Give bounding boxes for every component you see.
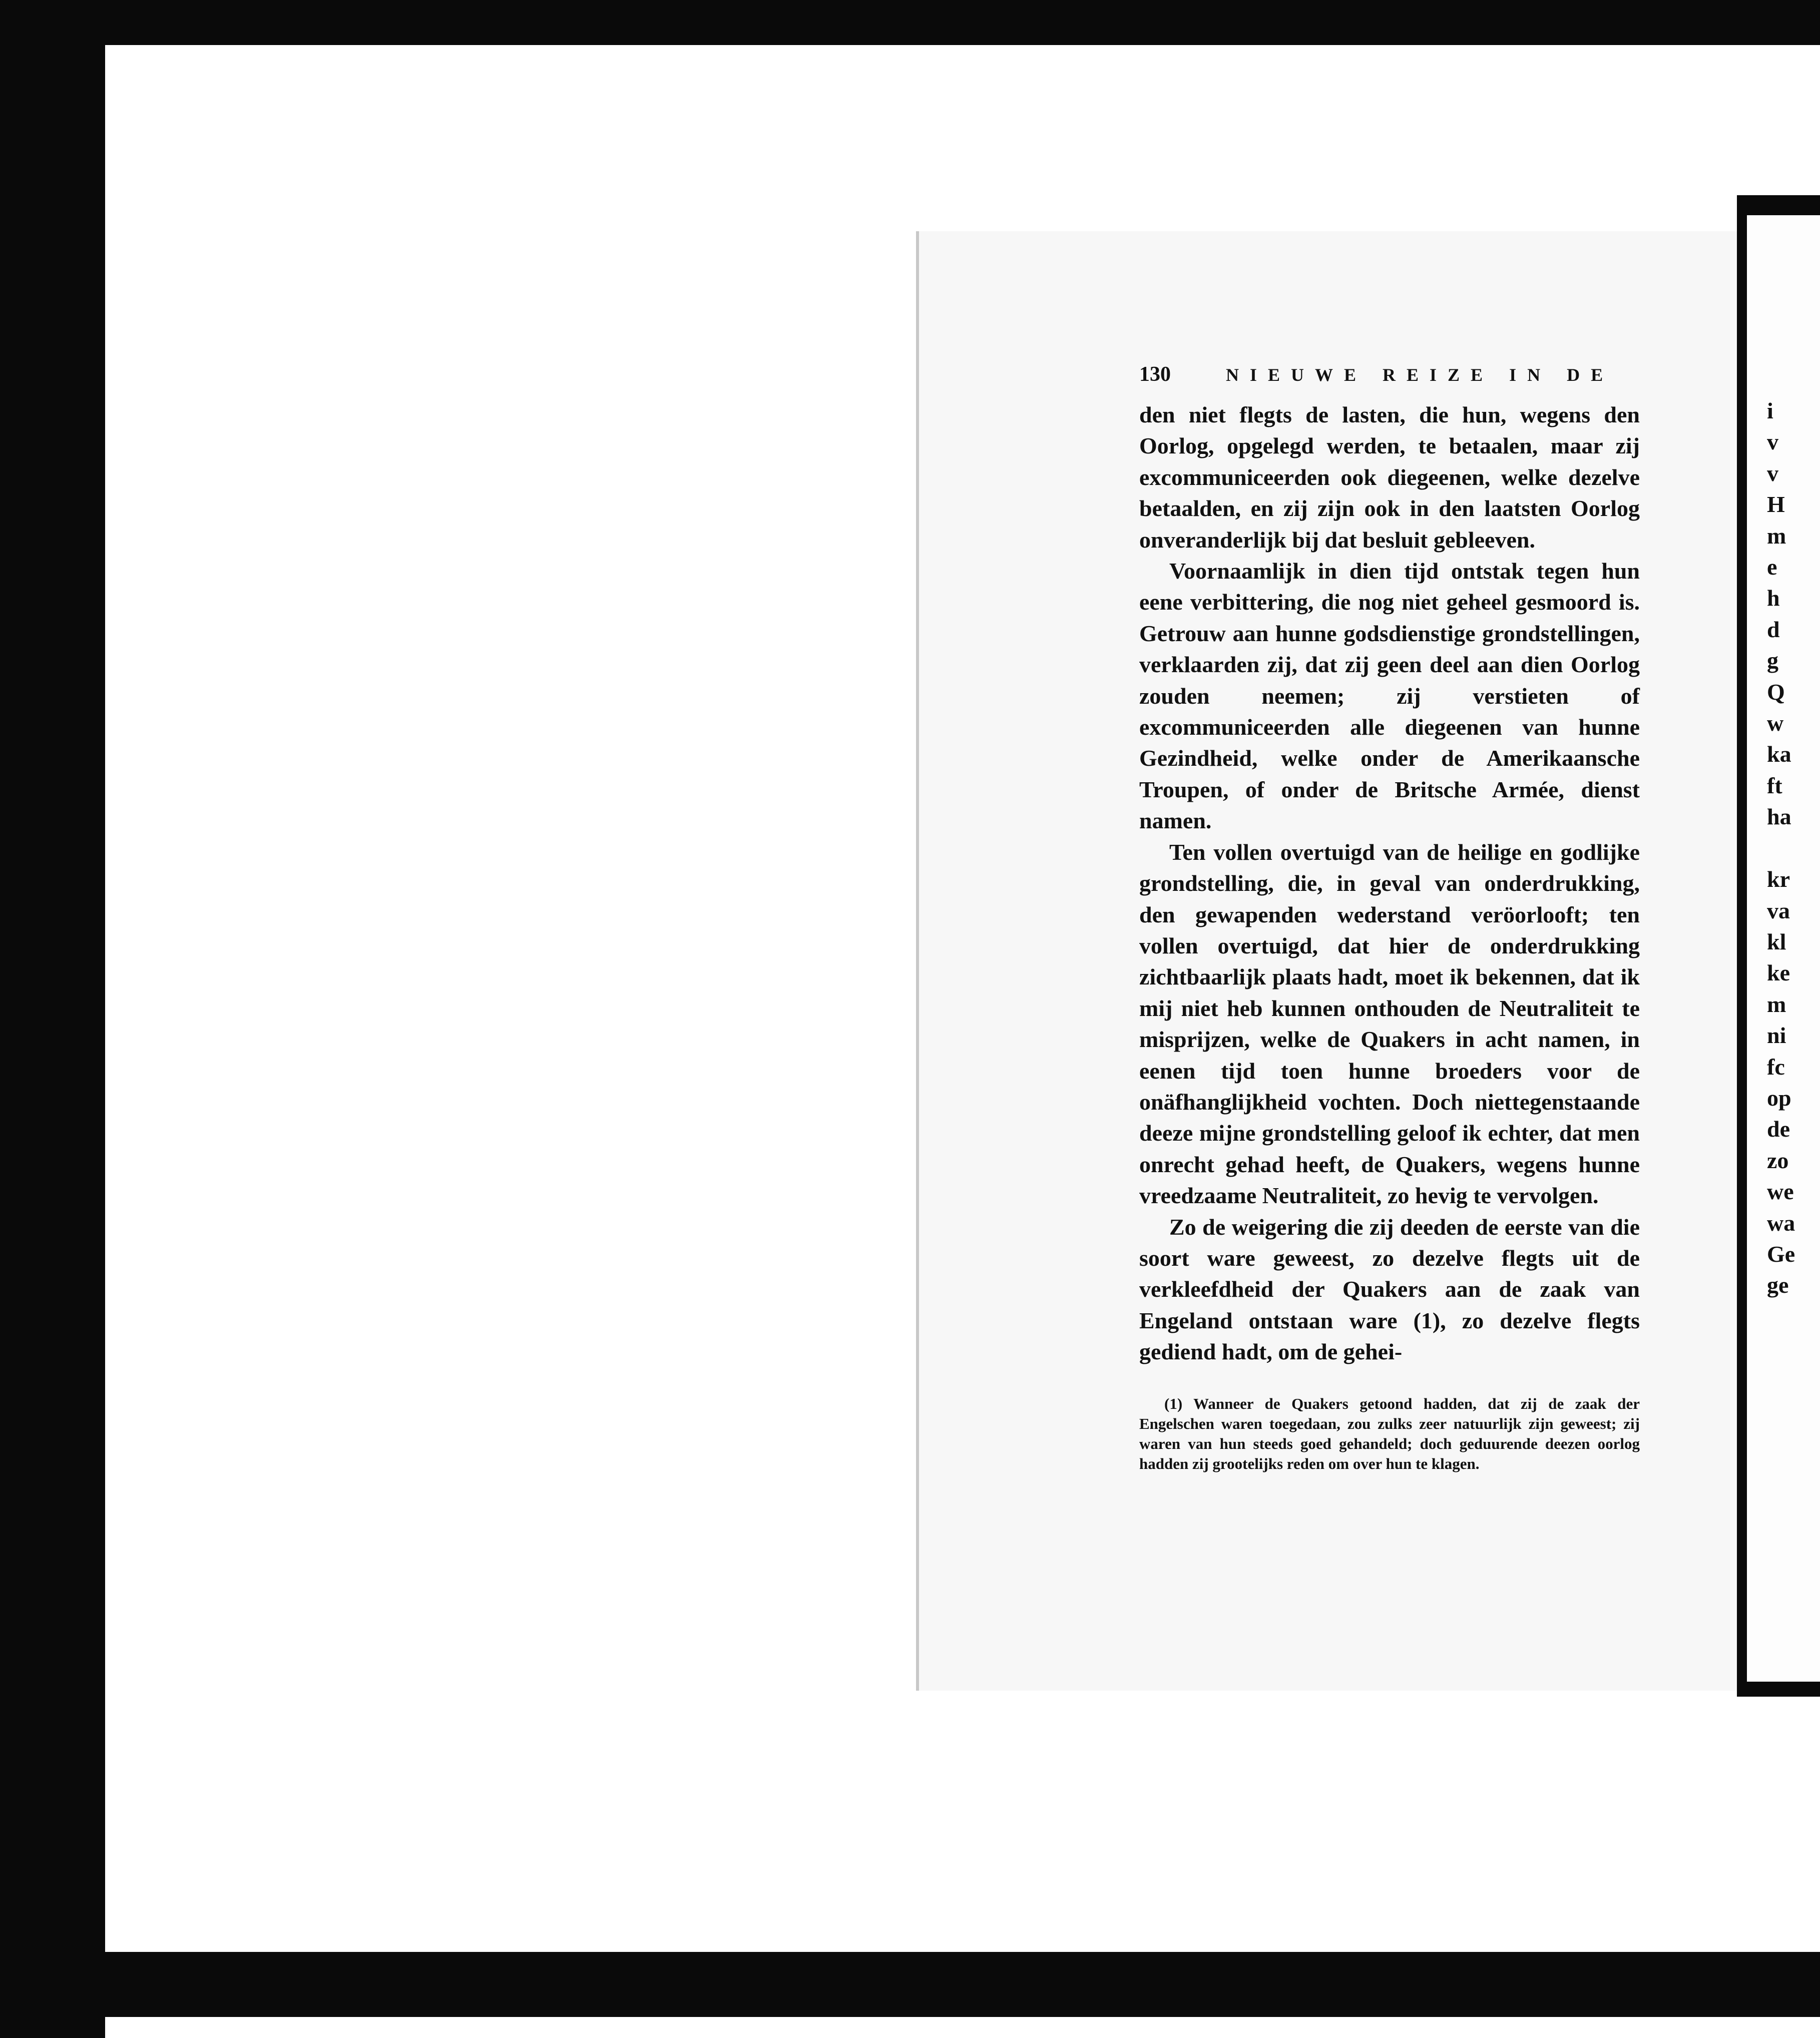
edge-line: we bbox=[1767, 1179, 1794, 1205]
adjacent-page-text bbox=[1767, 395, 1820, 1301]
edge-line: g bbox=[1767, 648, 1778, 674]
edge-line: h bbox=[1767, 585, 1780, 611]
edge-line: d bbox=[1767, 616, 1780, 642]
paragraph: Ten vollen overtuigd van de heilige en godlijke grondstelling, die, in geval van onderdrukking, den gewapenden wederstand veröorlooft; ten vollen overtuigd, dat hier de onderdrukking zichtbaarlijk plaats hadt, moet ik bekennen, dat ik mij niet heb kunnen onthouden de Neutraliteit te misprijzen, welke de Quakers in acht namen, in eenen tijd toen hunne broeders voor de onäfhanglijkheid vochten. Doch niettegenstaande deeze mijne grondstelling geloof ik echter, dat men onrecht gehad heeft, de Quakers, wegens hunne vreedzaame Neutraliteit, zo hevig te vervolgen. bbox=[1139, 839, 1640, 1209]
scan-border-top bbox=[0, 0, 1820, 45]
edge-line: m bbox=[1767, 523, 1786, 549]
edge-line: Ge bbox=[1767, 1241, 1795, 1267]
edge-line: m bbox=[1767, 991, 1786, 1017]
edge-line: wa bbox=[1767, 1210, 1795, 1236]
edge-line: va bbox=[1767, 897, 1790, 923]
edge-line: i bbox=[1767, 398, 1773, 423]
running-head bbox=[1139, 362, 1640, 386]
paragraph: den niet flegts de lasten, die hun, wegens den Oorlog, opgelegd werden, te betaalen, maar zij excommuniceerden ook diegeenen, welke dezelve betaalden, en zij zijn ook in den laatsten Oorlog onveranderlijk bij dat besluit gebleeven. bbox=[1139, 402, 1640, 553]
edge-line: de bbox=[1767, 1116, 1790, 1142]
edge-line: kr bbox=[1767, 866, 1790, 892]
edge-line: ge bbox=[1767, 1272, 1789, 1298]
paragraph: Zo de weigering die zij deeden de eerste van die soort ware geweest, zo dezelve flegts uit de verkleefdheid der Quakers aan de zaak van Engeland ontstaan ware (1), zo dezelve flegts gediend hadt, om de gehei- bbox=[1139, 1214, 1640, 1365]
edge-line: e bbox=[1767, 554, 1777, 580]
edge-line: zo bbox=[1767, 1147, 1789, 1173]
edge-line: v bbox=[1767, 460, 1778, 486]
edge-line: H bbox=[1767, 491, 1785, 518]
adjacent-page bbox=[1737, 195, 1820, 1697]
edge-line: fc bbox=[1767, 1054, 1785, 1080]
edge-line: ka bbox=[1767, 741, 1791, 767]
paragraph: Voornaamlijk in dien tijd ontstak tegen hun eene verbittering, die nog niet geheel gesmoord is. Getrouw aan hunne godsdienstige grondstellingen, verklaarden zij, dat zij geen deel aan dien Oorlog zouden neemen; zij verstieten of excommuniceerden alle diegeenen van hunne Gezindheid, welke onder de Amerikaansche Troupen, of onder de Britsche Armée, dienst namen. bbox=[1139, 558, 1640, 834]
footnote: (1) Wanneer de Quakers getoond hadden, dat zij de zaak der Engelschen waren toegedaan, zou zulks zeer natuurlijk zijn geweest; zij waren van hun steeds goed gehandeld; doch geduurende deezen oorlog hadden zij grootelijks reden om over hun te klagen. bbox=[1139, 1394, 1640, 1472]
book-page bbox=[916, 231, 1740, 1691]
edge-line: ft bbox=[1767, 772, 1782, 798]
edge-line: w bbox=[1767, 710, 1784, 736]
scan-bottom-strip bbox=[105, 2017, 1820, 2038]
edge-line: op bbox=[1767, 1085, 1791, 1111]
running-title: NIEUWE REIZE IN DE bbox=[1226, 365, 1614, 385]
edge-line: Q bbox=[1767, 679, 1785, 705]
edge-line: ni bbox=[1767, 1023, 1786, 1049]
edge-line: v bbox=[1767, 429, 1778, 455]
edge-line: ke bbox=[1767, 960, 1790, 986]
edge-line: kl bbox=[1767, 928, 1786, 954]
page-number: 130 bbox=[1139, 363, 1171, 386]
page-content bbox=[1139, 362, 1640, 1474]
edge-line bbox=[1767, 833, 1820, 864]
body-text bbox=[1139, 399, 1640, 1368]
edge-line: ha bbox=[1767, 804, 1791, 830]
scan-border-left bbox=[0, 0, 105, 2038]
